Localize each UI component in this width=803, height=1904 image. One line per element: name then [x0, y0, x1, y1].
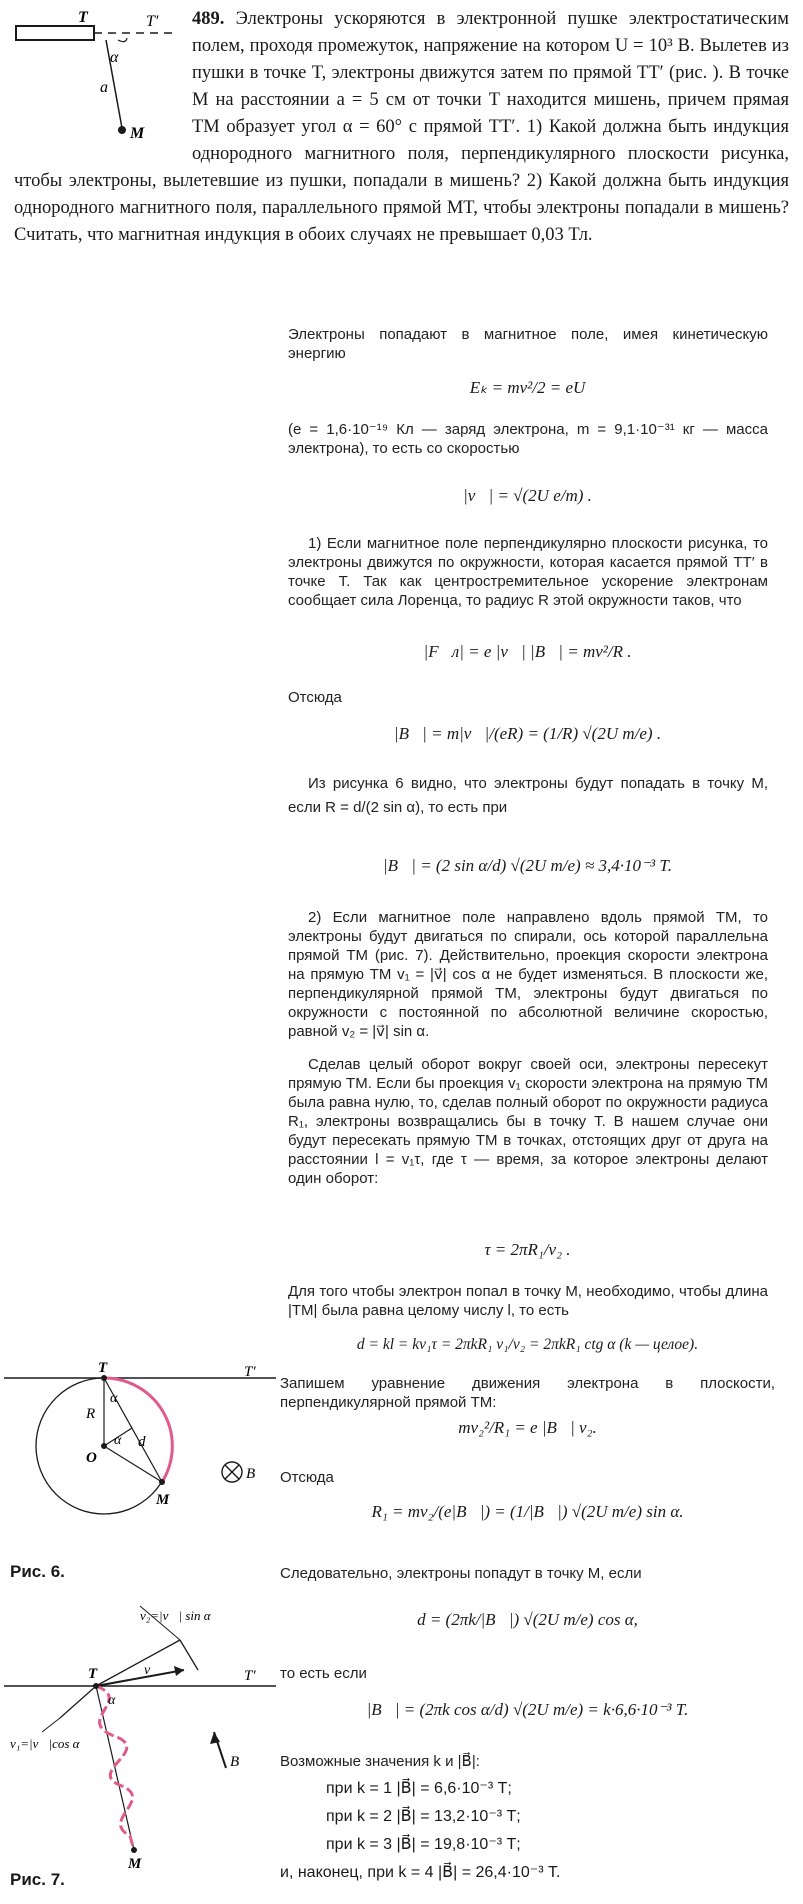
eq-B2: |B⃗| = (2 sin α/d) √(2U m/e) ≈ 3,4·10⁻³ Т.	[383, 856, 672, 875]
figure-problem	[14, 10, 184, 150]
sol-p1: Электроны попадают в магнитное поле, имея кинетическую энергию	[288, 326, 768, 362]
fig7-label-Tprime: T′	[244, 1668, 256, 1684]
eq-speed: |v⃗| = √(2U e/m) .	[463, 486, 592, 505]
fig6-label-T: T	[98, 1362, 108, 1376]
fig6-label-alpha1: α	[110, 1391, 118, 1406]
sol-p3: 1) Если магнитное поле перпендикулярно плоскости рисунка, то электроны движутся по окружности, которая касается прямой TT′ в точке T. Так как центростремительное ускорение электронам сообщает сила Лоренца, то радиус R этой окружности таков, что	[288, 535, 768, 609]
eq-R1: R₁ = mv₂/(e|B⃗|) = (1/|B⃗|) √(2U m/e) sin α.	[371, 1502, 684, 1521]
k-value-4: и, наконец, при k = 4 |B⃗| = 26,4·10⁻³ Т.	[280, 1864, 561, 1881]
sol-p11: Следовательно, электроны попадут в точку M, если	[280, 1565, 642, 1582]
fig6-label-Tprime: T′	[244, 1364, 256, 1380]
figure-6	[4, 1362, 276, 1592]
problem-text: Электроны ускоряются в электронной пушке электростатическим полем, проходя промежуток, напряжение на котором U = 10³ В. Вылетев из пушки в точке T, электроны движутся затем по прямой TT′ (рис. ). В точке M на расстоянии a = 5 см от точки T находится мишень, причем прямая TM образует угол α = 60° с прямой TT′. 1) Какой должна быть индукция однородного магнитного поля, перпендикулярного плоскости рисунка, чтобы электроны, вылетевшие из пушки, попадали в мишень? 2) Какой должна быть индукция однородного магнитного поля, параллельного прямой MT, чтобы электроны попадали в мишень? Считать, что магнитная индукция в обоих случаях не превышает 0,03 Тл.	[14, 9, 789, 245]
sol-p6: 2) Если магнитное поле направлено вдоль прямой TM, то электроны будут двигаться по спирали, ось которой параллельна прямой TM (рис. 7). Действительно, проекция скорости электрона на прямую TM v₁ = |v⃗| cos α не будет изменяться. В плоскости же, перпендикулярной прямой TM, электроны будут двигаться по окружности с постоянной по абсолютной величине скоростью, равной v₂ = |v⃗| sin α.	[288, 909, 768, 1040]
eq-d: d = kl = kv₁τ = 2πkR₁ v₁/v₂ = 2πkR₁ ctg α (k — целое).	[356, 1336, 699, 1353]
problem-number: 489.	[192, 9, 225, 29]
sol-p4: Отсюда	[288, 689, 342, 706]
sol-p2: (e = 1,6·10⁻¹⁹ Кл — заряд электрона, m = 9,1·10⁻³¹ кг — масса электрона), то есть со скоростью	[288, 421, 768, 457]
fig7-label-v: v⃗	[144, 1663, 162, 1678]
eq-B3: |B⃗| = (2πk cos α/d) √(2U m/e) = k·6,6·10⁻³ Т.	[366, 1700, 689, 1719]
fig6-label-R: R	[86, 1406, 96, 1422]
fig7-label-v1: v₁=|v⃗|cos α	[10, 1736, 80, 1751]
figure-7	[4, 1600, 276, 1900]
k-value-3: при k = 3 |B⃗| = 19,8·10⁻³ Т;	[326, 1836, 521, 1853]
problem-statement	[14, 6, 789, 249]
sol-p12: то есть если	[280, 1665, 367, 1682]
eq-motion: mv₂²/R₁ = e |B⃗| v₂.	[458, 1418, 597, 1437]
k-value-1: при k = 1 |B⃗| = 6,6·10⁻³ Т;	[326, 1780, 512, 1797]
fig6-label-alpha2: α	[114, 1433, 122, 1448]
label-a: a	[100, 79, 108, 96]
eq-B1: |B⃗| = m|v⃗|/(eR) = (1/R) √(2U m/e) .	[393, 724, 662, 743]
k-value-2: при k = 2 |B⃗| = 13,2·10⁻³ Т;	[326, 1808, 521, 1825]
fig6-label-d: d	[138, 1434, 146, 1450]
sol-p5: Из рисунка 6 видно, что электроны будут попадать в точку M, если R = d/(2 sin α), то есть при	[288, 775, 768, 816]
fig6-caption: Рис. 6.	[10, 1562, 65, 1581]
sol-p7: Сделав целый оборот вокруг своей оси, электроны пересекут прямую TM. Если бы проекция v₁ скорости электрона на прямую TM была равна нулю, то, сделав полный оборот по окружности радиуса R₁, электроны возвращались бы в точку T. В нашем случае они будут пересекать прямую TM в точках, отстоящих друг от друга на расстоянии l = v₁τ, где τ — время, за которое электроны делают один оборот:	[288, 1056, 768, 1187]
field-into-page-icon	[222, 1462, 242, 1482]
sol-p9: Запишем уравнение движения электрона в плоскости, перпендикулярной прямой TM:	[280, 1375, 775, 1411]
eq-energy: Eₖ = mv²/2 = eU	[469, 378, 586, 397]
label-M: M	[130, 125, 145, 142]
fig7-label-M: M	[128, 1856, 142, 1870]
sol-p13: Возможные значения k и |B⃗|:	[280, 1753, 480, 1770]
problem-diagram	[14, 10, 184, 150]
fig7-label-v2: v₂=|v⃗| sin α	[140, 1608, 211, 1623]
eq-tau: τ = 2πR₁/v₂ .	[484, 1240, 571, 1259]
label-Tprime: T′	[146, 13, 159, 30]
fig6-label-B: B⃗	[246, 1466, 267, 1482]
fig7-label-T: T	[88, 1666, 98, 1682]
fig6-label-M: M	[156, 1492, 170, 1508]
figure-7-diagram	[4, 1600, 276, 1870]
fig7-label-B: B⃗	[230, 1754, 251, 1770]
fig7-label-alpha: α	[108, 1693, 116, 1708]
label-alpha: α	[110, 49, 119, 66]
sol-p8: Для того чтобы электрон попал в точку M, необходимо, чтобы длина |TM| была равна целому числу l, то есть	[288, 1283, 768, 1319]
fig7-caption: Рис. 7.	[10, 1870, 65, 1889]
eq-lorentz: |F⃗л| = e |v⃗| |B⃗| = mv²/R .	[423, 642, 632, 661]
label-T: T	[78, 10, 88, 26]
fig6-label-O: O	[86, 1450, 97, 1466]
figure-6-diagram	[4, 1362, 276, 1592]
sol-p10: Отсюда	[280, 1469, 334, 1486]
eq-d2: d = (2πk/|B⃗|) √(2U m/e) cos α,	[417, 1610, 638, 1629]
